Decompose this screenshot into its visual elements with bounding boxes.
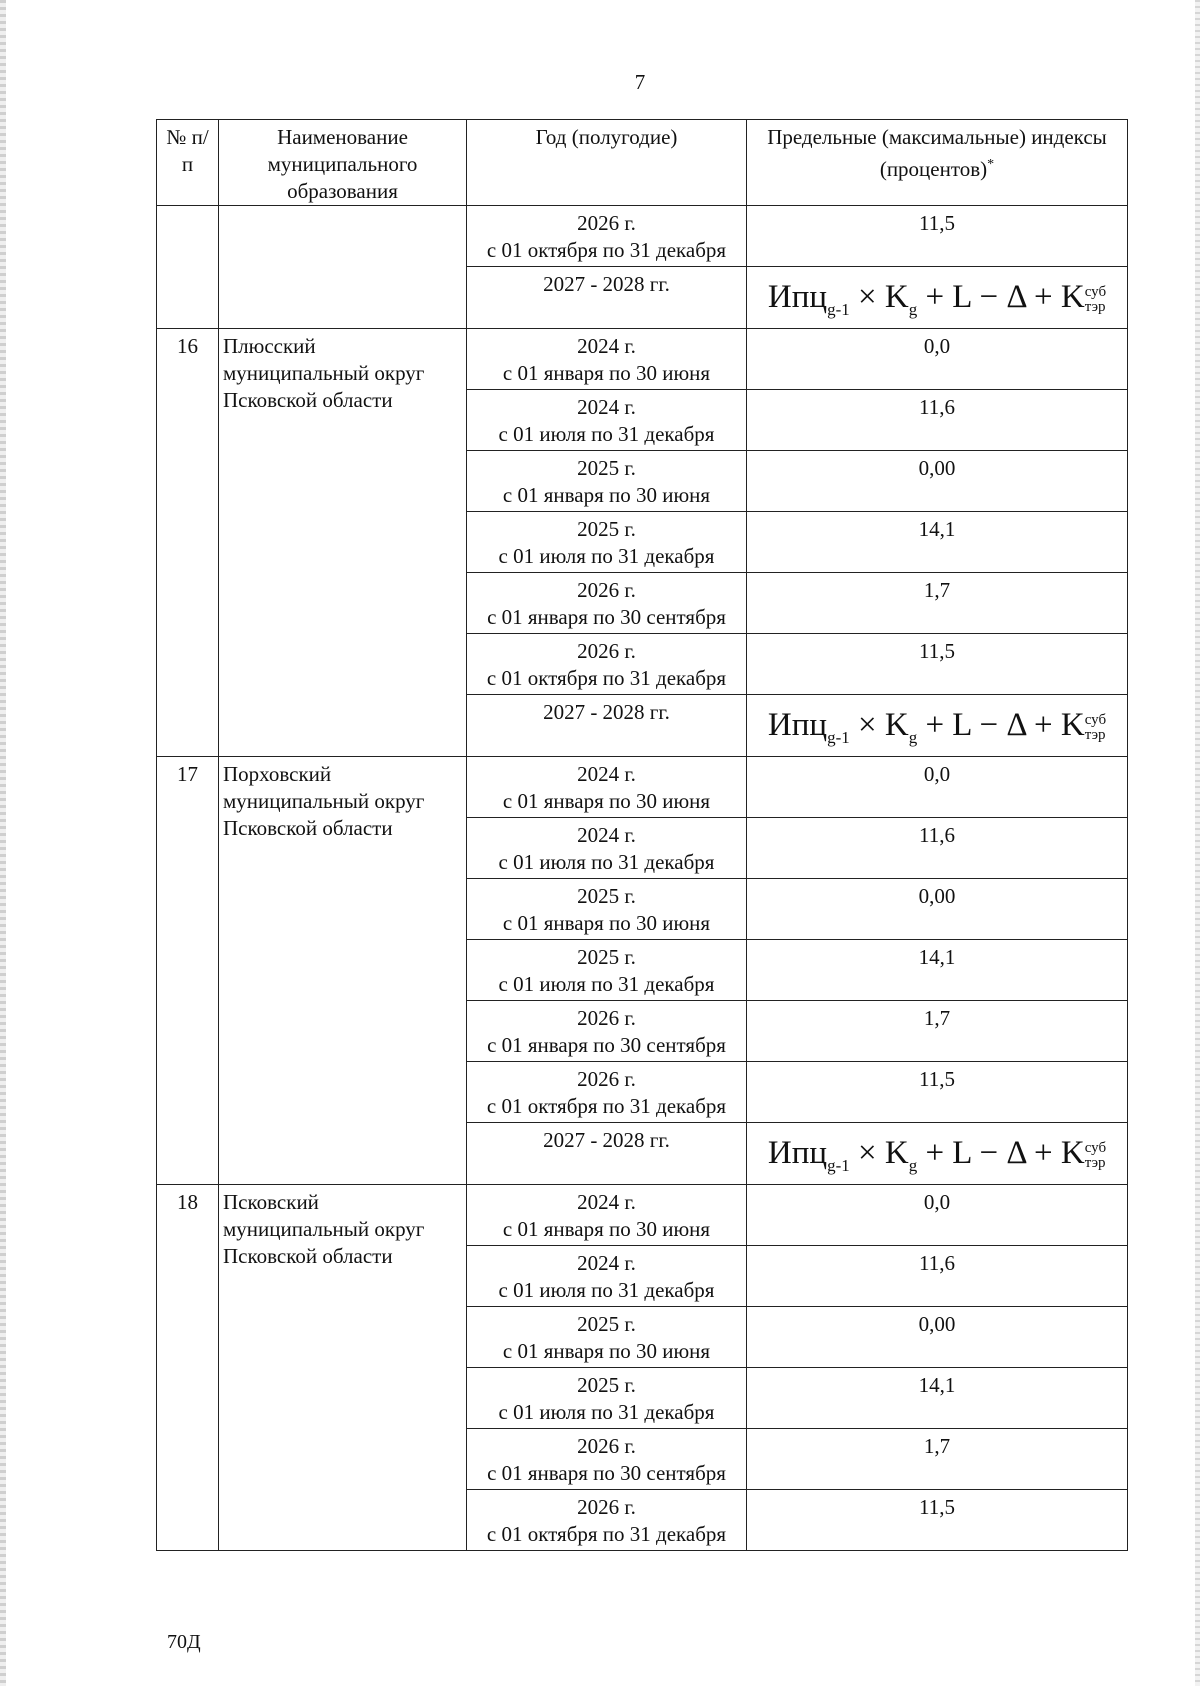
index-value: 11,5 — [919, 639, 955, 663]
period-range: с 01 января по 30 сентября — [487, 1461, 726, 1485]
period-cell — [467, 1368, 747, 1429]
formula-rest: + L − Δ + K — [917, 707, 1085, 743]
period-cell — [467, 206, 747, 267]
period-range: с 01 января по 30 июня — [502, 1217, 711, 1241]
formula-sup: суб — [1084, 284, 1107, 300]
row-number: 16 — [157, 329, 219, 757]
period-year: 2025 г. — [577, 517, 636, 541]
period-cell — [467, 451, 747, 512]
index-cell — [747, 451, 1128, 512]
period-range: с 01 января по 30 июня — [502, 483, 711, 507]
index-formula — [751, 699, 1123, 756]
formula-times-k: × K — [849, 1135, 909, 1171]
index-formula — [751, 1127, 1123, 1184]
scan-edge-right — [1195, 0, 1200, 1686]
index-cell — [747, 573, 1128, 634]
table-row — [157, 1185, 1128, 1246]
index-cell — [747, 634, 1128, 695]
formula-times-k: × K — [849, 707, 909, 743]
header-municipality: Наименование муниципального образования — [219, 120, 467, 206]
period-year: 2025 г. — [577, 945, 636, 969]
formula-sub-ter: тэр — [1084, 299, 1106, 315]
period-cell — [467, 1001, 747, 1062]
table-row — [157, 206, 1128, 267]
period-year: 2026 г. — [577, 578, 636, 602]
period-cell — [467, 757, 747, 818]
header-index — [747, 120, 1128, 206]
period-cell — [467, 573, 747, 634]
index-value: 0,00 — [918, 456, 956, 480]
period-cell — [467, 940, 747, 1001]
period-year: 2024 г. — [577, 395, 636, 419]
index-cell — [747, 757, 1128, 818]
scan-edge-left — [0, 0, 6, 1686]
municipality-name: Псковский муниципальный округ Псковской области — [219, 1185, 467, 1551]
formula-sup: суб — [1084, 1140, 1107, 1156]
index-value: 11,5 — [919, 1495, 955, 1519]
index-value: 1,7 — [923, 578, 951, 602]
period-year: 2026 г. — [577, 1006, 636, 1030]
index-cell — [747, 1368, 1128, 1429]
index-formula — [751, 271, 1123, 328]
row-number: 17 — [157, 757, 219, 1185]
index-value: 14,1 — [918, 517, 956, 541]
index-value: 14,1 — [918, 1373, 956, 1397]
formula-sub-g1: g-1 — [827, 300, 850, 319]
formula-sub-g: g — [908, 728, 918, 747]
index-cell — [747, 695, 1128, 757]
period-cell — [467, 1062, 747, 1123]
index-cell — [747, 1307, 1128, 1368]
period-range: с 01 июля по 31 декабря — [498, 850, 715, 874]
period-range: с 01 октября по 31 декабря — [486, 1522, 727, 1546]
period-cell — [467, 512, 747, 573]
period-range: с 01 января по 30 сентября — [487, 1033, 726, 1057]
period-year: 2024 г. — [577, 1190, 636, 1214]
period-cell — [467, 879, 747, 940]
index-cell — [747, 329, 1128, 390]
period-cell — [467, 390, 747, 451]
index-cell — [747, 818, 1128, 879]
period-range: с 01 июля по 31 декабря — [498, 1400, 715, 1424]
footer-code: 70Д — [167, 1631, 201, 1653]
formula-supsub — [1085, 285, 1106, 315]
row-number: 18 — [157, 1185, 219, 1551]
period-range: с 01 июля по 31 декабря — [498, 422, 715, 446]
period-year: 2025 г. — [577, 1312, 636, 1336]
period-year: 2025 г. — [577, 1373, 636, 1397]
period-cell — [467, 1123, 747, 1185]
period-cell — [467, 1307, 747, 1368]
period-cell — [467, 1246, 747, 1307]
period-year: 2026 г. — [577, 1434, 636, 1458]
period-range: с 01 января по 30 сентября — [487, 605, 726, 629]
period-cell — [467, 818, 747, 879]
period-range: с 01 октября по 31 декабря — [486, 1094, 727, 1118]
index-cell — [747, 1123, 1128, 1185]
row-number — [157, 206, 219, 329]
table-body — [157, 206, 1128, 1551]
municipality-name — [219, 206, 467, 329]
period-cell — [467, 329, 747, 390]
index-value: 11,5 — [919, 1067, 955, 1091]
formula-sub-g: g — [908, 1156, 918, 1175]
index-cell — [747, 1185, 1128, 1246]
formula-supsub — [1085, 1141, 1106, 1171]
period-range: с 01 июля по 31 декабря — [498, 544, 715, 568]
formula-sub-g: g — [908, 300, 918, 319]
index-value: 11,5 — [919, 211, 955, 235]
formula-times-k: × K — [849, 279, 909, 315]
table-row — [157, 329, 1128, 390]
index-value: 0,0 — [923, 762, 951, 786]
period-year: 2027 - 2028 гг. — [543, 1128, 670, 1152]
period-year: 2025 г. — [577, 456, 636, 480]
period-year: 2025 г. — [577, 884, 636, 908]
header-number: № п/п — [157, 120, 219, 206]
period-range: с 01 октября по 31 декабря — [486, 238, 727, 262]
formula-sup: суб — [1084, 712, 1107, 728]
period-range: с 01 января по 30 июня — [502, 911, 711, 935]
period-range: с 01 июля по 31 декабря — [498, 972, 715, 996]
period-year: 2024 г. — [577, 334, 636, 358]
index-value: 14,1 — [918, 945, 956, 969]
municipality-name: Порховский муниципальный округ Псковской области — [219, 757, 467, 1185]
header-period: Год (полугодие) — [467, 120, 747, 206]
formula-sub-ter: тэр — [1084, 1155, 1106, 1171]
index-value: 0,0 — [923, 1190, 951, 1214]
period-cell — [467, 695, 747, 757]
index-value: 11,6 — [919, 395, 955, 419]
index-value: 0,0 — [923, 334, 951, 358]
period-year: 2026 г. — [577, 1067, 636, 1091]
period-year: 2024 г. — [577, 762, 636, 786]
index-cell — [747, 1001, 1128, 1062]
formula-lead: Ипц — [767, 707, 828, 743]
period-range: с 01 октября по 31 декабря — [486, 666, 727, 690]
period-cell — [467, 634, 747, 695]
footnote-mark: * — [987, 157, 995, 172]
tariff-index-table — [156, 119, 1128, 1551]
period-range: с 01 января по 30 июня — [502, 1339, 711, 1363]
period-year: 2026 г. — [577, 211, 636, 235]
formula-sub-g1: g-1 — [827, 728, 850, 747]
index-cell — [747, 1246, 1128, 1307]
index-cell — [747, 940, 1128, 1001]
index-cell — [747, 206, 1128, 267]
formula-sub-g1: g-1 — [827, 1156, 850, 1175]
index-cell — [747, 879, 1128, 940]
period-year: 2027 - 2028 гг. — [543, 700, 670, 724]
period-year: 2026 г. — [577, 639, 636, 663]
index-cell — [747, 512, 1128, 573]
period-range: с 01 января по 30 июня — [502, 361, 711, 385]
formula-sub-ter: тэр — [1084, 727, 1106, 743]
formula-lead: Ипц — [767, 1135, 828, 1171]
period-cell — [467, 1185, 747, 1246]
table-row — [157, 757, 1128, 818]
index-value: 0,00 — [918, 884, 956, 908]
formula-supsub — [1085, 713, 1106, 743]
index-cell — [747, 1490, 1128, 1551]
period-year: 2027 - 2028 гг. — [543, 272, 670, 296]
index-cell — [747, 390, 1128, 451]
formula-lead: Ипц — [767, 279, 828, 315]
period-year: 2024 г. — [577, 823, 636, 847]
index-value: 1,7 — [923, 1434, 951, 1458]
period-cell — [467, 1490, 747, 1551]
index-cell — [747, 1062, 1128, 1123]
header-index-label: Предельные (максимальные) индексы (процентов) — [767, 125, 1107, 181]
index-value: 0,00 — [918, 1312, 956, 1336]
table-header-row — [157, 120, 1128, 206]
period-range: с 01 июля по 31 декабря — [498, 1278, 715, 1302]
index-value: 11,6 — [919, 1251, 955, 1275]
period-year: 2024 г. — [577, 1251, 636, 1275]
index-value: 1,7 — [923, 1006, 951, 1030]
index-value: 11,6 — [919, 823, 955, 847]
index-cell — [747, 1429, 1128, 1490]
period-cell — [467, 1429, 747, 1490]
period-range: с 01 января по 30 июня — [502, 789, 711, 813]
index-cell — [747, 267, 1128, 329]
formula-rest: + L − Δ + K — [917, 279, 1085, 315]
municipality-name: Плюсский муниципальный округ Псковской области — [219, 329, 467, 757]
formula-rest: + L − Δ + K — [917, 1135, 1085, 1171]
period-cell — [467, 267, 747, 329]
page-number: 7 — [634, 70, 646, 94]
period-year: 2026 г. — [577, 1495, 636, 1519]
